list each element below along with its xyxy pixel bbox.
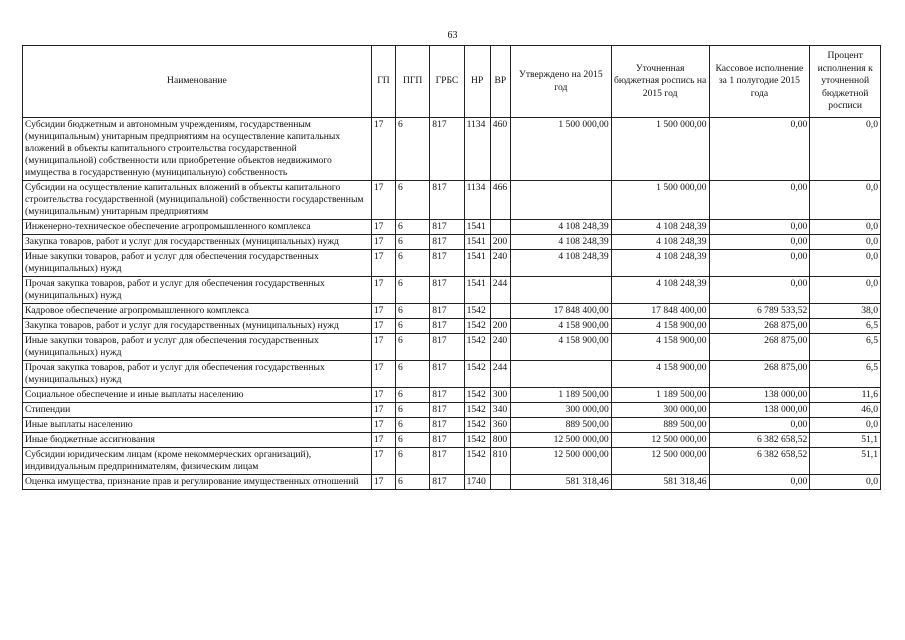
cell-percent: 0,0 (810, 118, 881, 181)
cell-grbs: 817 (430, 334, 464, 361)
table-row (23, 448, 881, 475)
cell-nr: 1134 (464, 181, 490, 220)
cell-approved: 4 158 900,00 (510, 334, 611, 361)
cell-gp: 17 (371, 361, 395, 388)
cell-pgp: 6 (396, 334, 430, 361)
table-row (23, 220, 881, 235)
cell-nr: 1134 (464, 118, 490, 181)
cell-percent: 0,0 (810, 235, 881, 250)
cell-grbs: 817 (430, 388, 464, 403)
cell-nr: 1542 (464, 388, 490, 403)
header-gp: ГП (371, 46, 395, 118)
table-row (23, 319, 881, 334)
cell-grbs: 817 (430, 319, 464, 334)
cell-percent: 51,1 (810, 448, 881, 475)
cell-name: Иные закупки товаров, работ и услуг для обеспечения государственных (муниципальных) нужд (23, 250, 372, 277)
cell-gp: 17 (371, 433, 395, 448)
table-row (23, 418, 881, 433)
cell-percent: 6,5 (810, 334, 881, 361)
cell-name: Закупка товаров, работ и услуг для государственных (муниципальных) нужд (23, 235, 372, 250)
cell-pgp: 6 (396, 475, 430, 490)
cell-nr: 1542 (464, 433, 490, 448)
cell-approved: 17 848 400,00 (510, 304, 611, 319)
cell-cash: 0,00 (709, 235, 810, 250)
cell-percent: 46,0 (810, 403, 881, 418)
cell-gp: 17 (371, 181, 395, 220)
cell-nr: 1542 (464, 304, 490, 319)
cell-name: Социальное обеспечение и иные выплаты населению (23, 388, 372, 403)
cell-grbs: 817 (430, 118, 464, 181)
cell-name: Оценка имущества, признание прав и регулирование имущественных отношений (23, 475, 372, 490)
cell-percent: 51,1 (810, 433, 881, 448)
cell-percent: 6,5 (810, 361, 881, 388)
cell-vr (490, 475, 510, 490)
cell-cash: 138 000,00 (709, 403, 810, 418)
cell-nr: 1541 (464, 277, 490, 304)
header-percent: Процент исполнения к уточненной бюджетной росписи (810, 46, 881, 118)
cell-pgp: 6 (396, 118, 430, 181)
cell-grbs: 817 (430, 304, 464, 319)
cell-vr: 244 (490, 361, 510, 388)
cell-name: Иные закупки товаров, работ и услуг для обеспечения государственных (муниципальных) нужд (23, 334, 372, 361)
cell-name: Прочая закупка товаров, работ и услуг для обеспечения государственных (муниципальных) нужд (23, 277, 372, 304)
cell-vr: 800 (490, 433, 510, 448)
header-specified: Уточненная бюджетная роспись на 2015 год (611, 46, 709, 118)
page-number: 63 (447, 30, 458, 41)
cell-grbs: 817 (430, 220, 464, 235)
cell-specified: 1 500 000,00 (611, 118, 709, 181)
header-nr: НР (464, 46, 490, 118)
cell-pgp: 6 (396, 361, 430, 388)
header-vr: ВР (490, 46, 510, 118)
cell-nr: 1542 (464, 448, 490, 475)
cell-gp: 17 (371, 235, 395, 250)
header-approved: Утверждено на 2015 год (510, 46, 611, 118)
cell-specified: 889 500,00 (611, 418, 709, 433)
cell-pgp: 6 (396, 319, 430, 334)
cell-vr (490, 220, 510, 235)
cell-cash: 268 875,00 (709, 319, 810, 334)
table-row (23, 235, 881, 250)
cell-specified: 300 000,00 (611, 403, 709, 418)
cell-cash: 268 875,00 (709, 334, 810, 361)
table-body (23, 118, 881, 490)
cell-pgp: 6 (396, 433, 430, 448)
table-row (23, 334, 881, 361)
cell-vr: 200 (490, 319, 510, 334)
cell-specified: 4 108 248,39 (611, 220, 709, 235)
cell-grbs: 817 (430, 250, 464, 277)
cell-name: Стипендии (23, 403, 372, 418)
cell-specified: 4 108 248,39 (611, 250, 709, 277)
cell-percent: 0,0 (810, 475, 881, 490)
cell-pgp: 6 (396, 181, 430, 220)
cell-vr: 240 (490, 250, 510, 277)
cell-name: Субсидии на осуществление капитальных вложений в объекты капитального строительства государственной (муниципальной) собственности государственным (муниципальным) унитарным предприятиям (23, 181, 372, 220)
cell-name: Иные выплаты населению (23, 418, 372, 433)
cell-vr: 360 (490, 418, 510, 433)
cell-cash: 0,00 (709, 181, 810, 220)
cell-specified: 4 158 900,00 (611, 334, 709, 361)
cell-gp: 17 (371, 250, 395, 277)
cell-cash: 0,00 (709, 220, 810, 235)
cell-grbs: 817 (430, 277, 464, 304)
cell-cash: 6 789 533,52 (709, 304, 810, 319)
cell-cash: 268 875,00 (709, 361, 810, 388)
cell-grbs: 817 (430, 181, 464, 220)
table-row (23, 403, 881, 418)
cell-nr: 1541 (464, 220, 490, 235)
cell-approved (510, 181, 611, 220)
cell-gp: 17 (371, 403, 395, 418)
cell-approved: 12 500 000,00 (510, 448, 611, 475)
table-row (23, 361, 881, 388)
cell-pgp: 6 (396, 403, 430, 418)
cell-grbs: 817 (430, 475, 464, 490)
cell-specified: 4 158 900,00 (611, 319, 709, 334)
header-cash: Кассовое исполнение за 1 полугодие 2015 года (709, 46, 810, 118)
cell-cash: 138 000,00 (709, 388, 810, 403)
cell-vr: 200 (490, 235, 510, 250)
cell-cash: 0,00 (709, 277, 810, 304)
cell-grbs: 817 (430, 418, 464, 433)
cell-specified: 12 500 000,00 (611, 448, 709, 475)
cell-grbs: 817 (430, 433, 464, 448)
cell-gp: 17 (371, 475, 395, 490)
cell-vr (490, 304, 510, 319)
cell-gp: 17 (371, 418, 395, 433)
cell-nr: 1542 (464, 418, 490, 433)
cell-percent: 0,0 (810, 277, 881, 304)
cell-cash: 0,00 (709, 250, 810, 277)
cell-pgp: 6 (396, 304, 430, 319)
cell-name: Кадровое обеспечение агропромышленного комплекса (23, 304, 372, 319)
cell-vr: 300 (490, 388, 510, 403)
cell-percent: 0,0 (810, 418, 881, 433)
cell-vr: 340 (490, 403, 510, 418)
table-row (23, 250, 881, 277)
cell-percent: 0,0 (810, 181, 881, 220)
cell-approved: 1 500 000,00 (510, 118, 611, 181)
cell-approved: 300 000,00 (510, 403, 611, 418)
cell-gp: 17 (371, 448, 395, 475)
cell-vr: 810 (490, 448, 510, 475)
cell-cash: 6 382 658,52 (709, 448, 810, 475)
cell-pgp: 6 (396, 418, 430, 433)
cell-approved: 12 500 000,00 (510, 433, 611, 448)
cell-gp: 17 (371, 334, 395, 361)
cell-name: Прочая закупка товаров, работ и услуг для обеспечения государственных (муниципальных) нужд (23, 361, 372, 388)
cell-percent: 11,6 (810, 388, 881, 403)
cell-cash: 0,00 (709, 475, 810, 490)
cell-pgp: 6 (396, 220, 430, 235)
cell-percent: 38,0 (810, 304, 881, 319)
cell-specified: 1 500 000,00 (611, 181, 709, 220)
cell-approved: 1 189 500,00 (510, 388, 611, 403)
cell-gp: 17 (371, 118, 395, 181)
cell-nr: 1541 (464, 250, 490, 277)
cell-approved: 889 500,00 (510, 418, 611, 433)
cell-grbs: 817 (430, 403, 464, 418)
cell-approved: 4 108 248,39 (510, 220, 611, 235)
cell-specified: 17 848 400,00 (611, 304, 709, 319)
header-name: Наименование (23, 46, 372, 118)
cell-cash: 0,00 (709, 418, 810, 433)
cell-pgp: 6 (396, 277, 430, 304)
cell-vr: 240 (490, 334, 510, 361)
cell-nr: 1542 (464, 319, 490, 334)
cell-percent: 6,5 (810, 319, 881, 334)
cell-approved: 581 318,46 (510, 475, 611, 490)
cell-name: Иные бюджетные ассигнования (23, 433, 372, 448)
cell-name: Закупка товаров, работ и услуг для государственных (муниципальных) нужд (23, 319, 372, 334)
header-grbs: ГРБС (430, 46, 464, 118)
cell-vr: 460 (490, 118, 510, 181)
cell-grbs: 817 (430, 448, 464, 475)
cell-grbs: 817 (430, 361, 464, 388)
table-row (23, 118, 881, 181)
cell-name: Субсидии бюджетным и автономным учреждениям, государственным (муниципальным) унитарным предприятиям на осуществление капитальных вложений в объекты капитального строительства государственной (муниципальной) собственности или приобретение объектов недвижимого имущества в государственную (муниципальную) собственность (23, 118, 372, 181)
cell-nr: 1740 (464, 475, 490, 490)
cell-specified: 4 108 248,39 (611, 277, 709, 304)
cell-nr: 1542 (464, 334, 490, 361)
cell-nr: 1542 (464, 403, 490, 418)
table-row (23, 475, 881, 490)
table-row (23, 388, 881, 403)
cell-name: Инженерно-техническое обеспечение агропромышленного комплекса (23, 220, 372, 235)
cell-pgp: 6 (396, 235, 430, 250)
cell-pgp: 6 (396, 250, 430, 277)
cell-nr: 1542 (464, 361, 490, 388)
budget-table (22, 45, 881, 490)
cell-gp: 17 (371, 304, 395, 319)
cell-approved: 4 108 248,39 (510, 235, 611, 250)
cell-gp: 17 (371, 220, 395, 235)
cell-pgp: 6 (396, 388, 430, 403)
cell-approved: 4 108 248,39 (510, 250, 611, 277)
cell-name: Субсидии юридическим лицам (кроме некоммерческих организаций), индивидуальным предпринимателям, физическим лицам (23, 448, 372, 475)
cell-nr: 1541 (464, 235, 490, 250)
cell-cash: 6 382 658,52 (709, 433, 810, 448)
cell-gp: 17 (371, 388, 395, 403)
cell-specified: 4 108 248,39 (611, 235, 709, 250)
cell-gp: 17 (371, 277, 395, 304)
header-pgp: ПГП (396, 46, 430, 118)
cell-vr: 244 (490, 277, 510, 304)
cell-specified: 581 318,46 (611, 475, 709, 490)
cell-approved: 4 158 900,00 (510, 319, 611, 334)
table-row (23, 181, 881, 220)
cell-specified: 4 158 900,00 (611, 361, 709, 388)
table-row (23, 277, 881, 304)
cell-vr: 466 (490, 181, 510, 220)
cell-specified: 12 500 000,00 (611, 433, 709, 448)
cell-approved (510, 361, 611, 388)
table-row (23, 433, 881, 448)
cell-gp: 17 (371, 319, 395, 334)
table-row (23, 304, 881, 319)
cell-pgp: 6 (396, 448, 430, 475)
cell-percent: 0,0 (810, 250, 881, 277)
cell-approved (510, 277, 611, 304)
cell-grbs: 817 (430, 235, 464, 250)
cell-percent: 0,0 (810, 220, 881, 235)
cell-cash: 0,00 (709, 118, 810, 181)
cell-specified: 1 189 500,00 (611, 388, 709, 403)
